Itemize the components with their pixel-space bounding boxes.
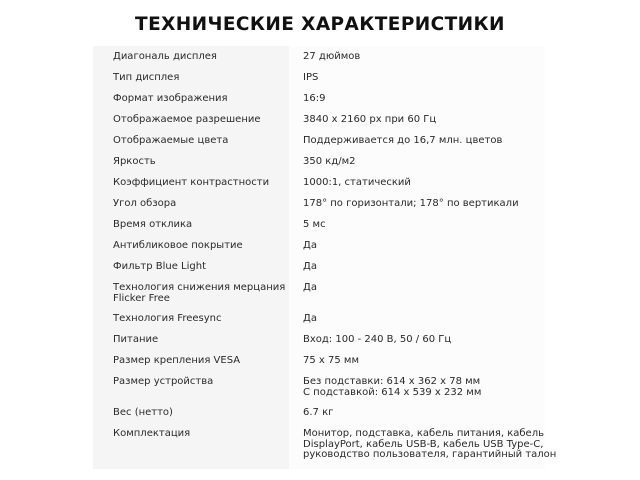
spec-label bbox=[113, 73, 283, 84]
spec-value-line: Без подставки: 614 x 362 x 78 мм bbox=[303, 376, 481, 387]
spec-value-line: Да bbox=[303, 313, 317, 324]
spec-label-line: Фильтр Blue Light bbox=[113, 261, 207, 272]
spec-value bbox=[303, 335, 543, 346]
spec-label bbox=[113, 115, 283, 126]
spec-value bbox=[303, 115, 543, 126]
spec-value bbox=[303, 94, 543, 105]
spec-label bbox=[113, 136, 283, 147]
spec-label bbox=[113, 52, 283, 63]
spec-label-line: Отображаемые цвета bbox=[113, 135, 229, 146]
spec-label-line: Технология Freesync bbox=[113, 313, 222, 324]
spec-value-line: С подставкой: 614 x 539 x 232 мм bbox=[303, 386, 482, 398]
spec-value-line: DisplayPort, кабель USB-B, кабель USB Type-C, bbox=[303, 438, 544, 450]
spec-value-line: IPS bbox=[303, 72, 319, 83]
spec-label-line: Время отклика bbox=[113, 219, 193, 230]
spec-label-line: Отображаемое разрешение bbox=[113, 114, 261, 125]
spec-value bbox=[303, 157, 543, 168]
spec-label bbox=[113, 408, 283, 419]
spec-label-line: Размер устройства bbox=[113, 376, 214, 387]
spec-value bbox=[303, 408, 543, 419]
spec-value-line: руководство пользователя, гарантийный талон bbox=[303, 449, 557, 460]
spec-value-line: Вход: 100 - 240 В, 50 / 60 Гц bbox=[303, 334, 452, 345]
spec-label bbox=[113, 377, 283, 388]
spec-label-line: Коэффициент контрастности bbox=[113, 177, 270, 188]
spec-label-line: Технология снижения мерцания bbox=[113, 282, 286, 293]
spec-label bbox=[113, 429, 283, 440]
spec-label bbox=[113, 178, 283, 189]
spec-label bbox=[113, 157, 283, 168]
spec-value bbox=[303, 52, 543, 63]
spec-value bbox=[303, 136, 543, 147]
spec-label-line: Угол обзора bbox=[113, 198, 177, 209]
spec-value bbox=[303, 283, 543, 294]
spec-value-line: 27 дюймов bbox=[303, 51, 361, 62]
spec-value bbox=[303, 241, 543, 252]
spec-value bbox=[303, 377, 543, 398]
spec-value bbox=[303, 73, 543, 84]
spec-value bbox=[303, 356, 543, 367]
spec-value bbox=[303, 262, 543, 273]
spec-label bbox=[113, 220, 283, 231]
spec-label bbox=[113, 282, 286, 304]
spec-value-line: 350 кд/м2 bbox=[303, 156, 356, 167]
spec-value-line: Монитор, подставка, кабель питания, кабель bbox=[303, 428, 544, 439]
spec-value-line: 178° по горизонтали; 178° по вертикали bbox=[303, 198, 519, 209]
spec-value bbox=[303, 220, 543, 231]
spec-label-line: Размер крепления VESA bbox=[113, 355, 241, 366]
spec-value bbox=[303, 314, 543, 325]
spec-label bbox=[113, 356, 283, 367]
spec-label-line: Тип дисплея bbox=[113, 72, 180, 83]
spec-label-line: Диагональ дисплея bbox=[113, 51, 217, 62]
spec-label-line: Комплектация bbox=[113, 428, 191, 439]
spec-label-line: Питание bbox=[113, 334, 159, 345]
spec-value bbox=[303, 178, 543, 189]
spec-label-line: Антибликовое покрытие bbox=[113, 240, 243, 251]
spec-value-line: 1000:1, статический bbox=[303, 177, 411, 188]
spec-value-line: 5 мс bbox=[303, 219, 326, 230]
spec-value-line: 16:9 bbox=[303, 93, 326, 104]
spec-value bbox=[303, 428, 557, 461]
spec-value-line: 6.7 кг bbox=[303, 407, 334, 418]
spec-label-line: Яркость bbox=[113, 156, 156, 167]
spec-label bbox=[113, 241, 283, 252]
spec-label bbox=[113, 199, 283, 210]
spec-value-line: 3840 x 2160 px при 60 Гц bbox=[303, 114, 437, 125]
spec-label-line: Формат изображения bbox=[113, 93, 228, 104]
spec-value-line: Да bbox=[303, 261, 317, 272]
spec-value-line: Да bbox=[303, 240, 317, 251]
spec-value-line: Да bbox=[303, 282, 317, 293]
spec-label bbox=[113, 314, 283, 325]
spec-value bbox=[303, 199, 543, 210]
spec-value-line: Поддерживается до 16,7 млн. цветов bbox=[303, 135, 503, 146]
spec-label bbox=[113, 94, 283, 105]
value-column-background bbox=[289, 46, 557, 469]
spec-value-line: 75 x 75 мм bbox=[303, 355, 359, 366]
spec-label-line: Flicker Free bbox=[113, 292, 170, 304]
spec-table bbox=[93, 46, 557, 469]
spec-label-line: Вес (нетто) bbox=[113, 407, 173, 418]
page-title: ТЕХНИЧЕСКИЕ ХАРАКТЕРИСТИКИ bbox=[135, 14, 505, 35]
spec-label bbox=[113, 335, 283, 346]
spec-label bbox=[113, 262, 283, 273]
